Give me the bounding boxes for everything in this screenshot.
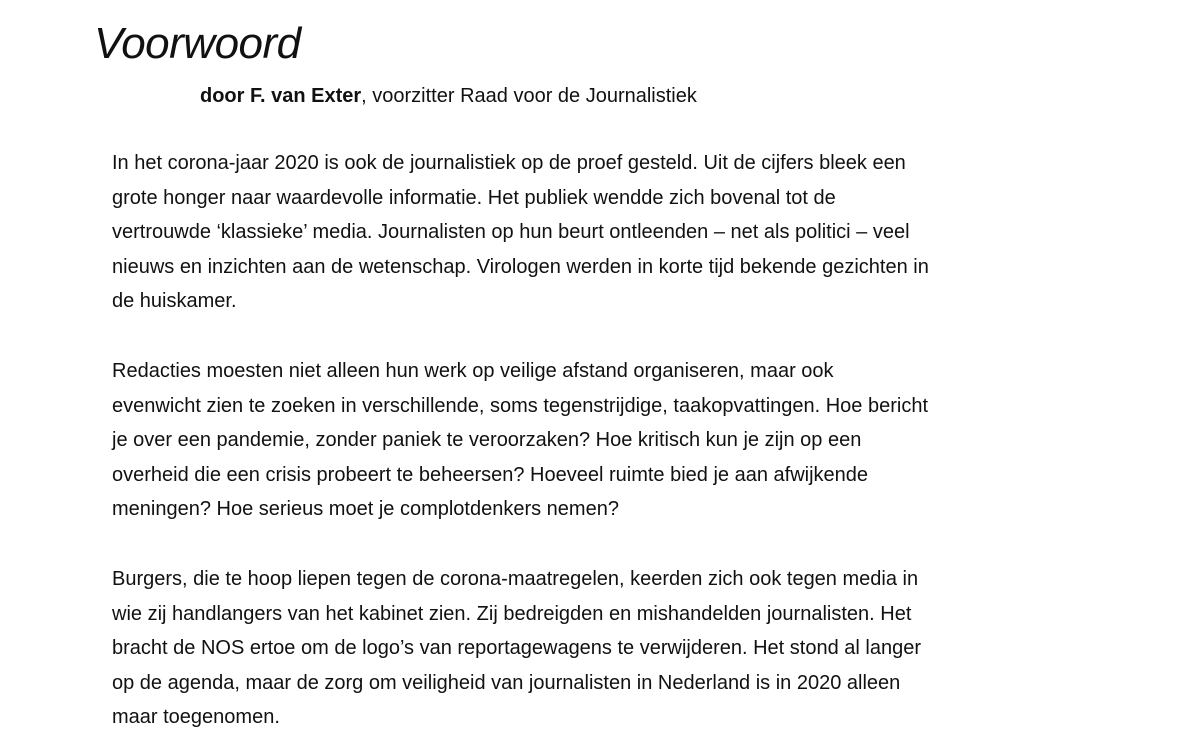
paragraph-1 xyxy=(112,146,929,319)
paragraph-line: evenwicht zien te zoeken in verschillende, soms tegenstrijdige, taakopvattingen. Hoe bericht xyxy=(112,394,929,417)
paragraph-line: meningen? Hoe serieus moet je complotdenkers nemen? xyxy=(112,498,619,521)
paragraph-line: grote honger naar waardevolle informatie. Het publiek wendde zich bovenal tot de xyxy=(112,186,836,209)
paragraph-line: je over een pandemie, zonder paniek te veroorzaken? Hoe kritisch kun je zijn op een xyxy=(112,429,862,452)
byline-role: , voorzitter Raad voor de Journalistiek xyxy=(361,85,697,107)
paragraph-line: wie zij handlangers van het kabinet zien. Zij bedreigden en mishandelden journalisten. Het xyxy=(112,602,912,625)
paragraph-line: In het corona-jaar 2020 is ook de journalistiek op de proef gesteld. Uit de cijfers bleek een xyxy=(112,152,906,174)
paragraph-3 xyxy=(112,562,921,735)
paragraph-line: Redacties moesten niet alleen hun werk op veilige afstand organiseren, maar ook xyxy=(112,360,834,382)
paragraph-line: bracht de NOS ertoe om de logo’s van reportagewagens te verwijderen. Het stond al langer xyxy=(112,637,921,660)
paragraph-line: nieuws en inzichten aan de wetenschap. Virologen werden in korte tijd bekende gezichten in xyxy=(112,255,929,278)
paragraph-2 xyxy=(112,354,928,527)
byline-author: door F. van Exter xyxy=(200,85,362,107)
byline xyxy=(200,82,697,110)
page-title: Voorwoord xyxy=(94,19,301,68)
paragraph-line: maar toegenomen. xyxy=(112,706,280,729)
paragraph-line: vertrouwde ‘klassieke’ media. Journalisten op hun beurt ontleenden – net als politici – veel xyxy=(112,221,910,244)
paragraph-line: op de agenda, maar de zorg om veiligheid van journalisten in Nederland is in 2020 alleen xyxy=(112,671,901,694)
paragraph-line: overheid die een crisis probeert te beheersen? Hoeveel ruimte bied je aan afwijkende xyxy=(112,463,869,486)
paragraph-line: de huiskamer. xyxy=(112,290,237,313)
paragraph-line: Burgers, die te hoop liepen tegen de corona-maatregelen, keerden zich ook tegen media in xyxy=(112,568,919,590)
